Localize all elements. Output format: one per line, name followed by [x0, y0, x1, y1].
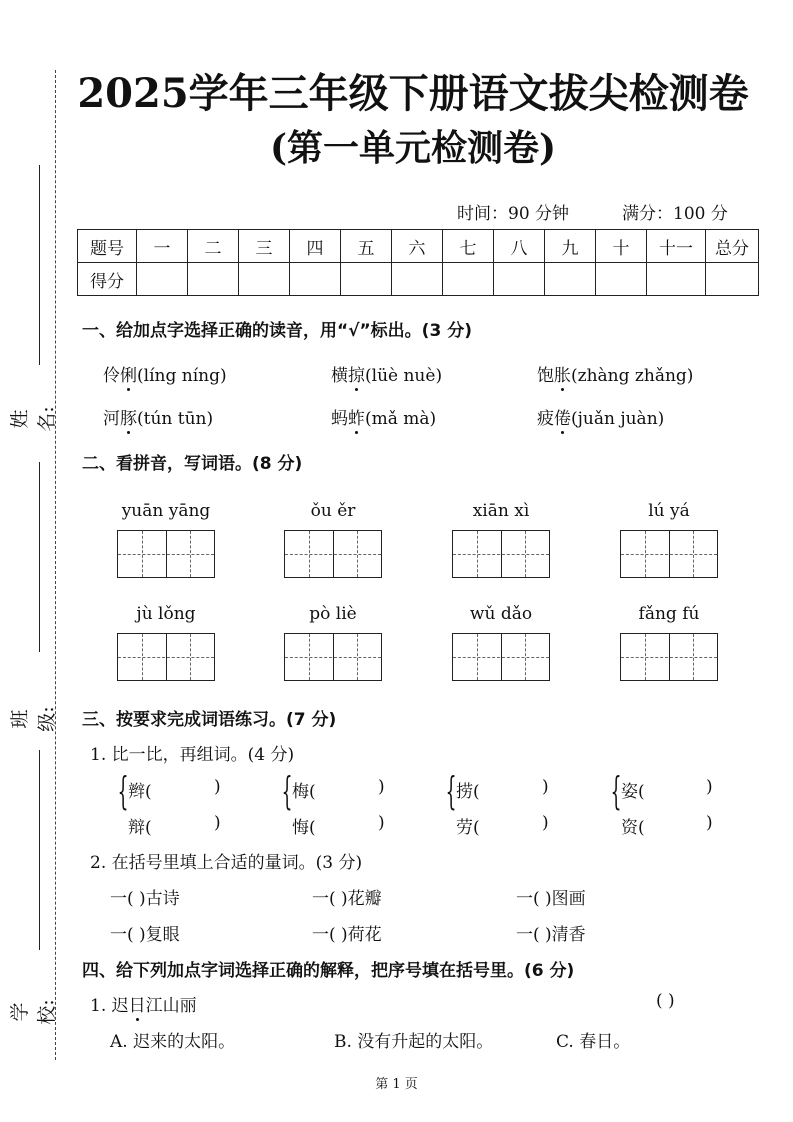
table-cell: 四 — [290, 230, 341, 263]
score-cell[interactable] — [647, 263, 706, 296]
table-cell: 七 — [443, 230, 494, 263]
binding-dashed-line — [55, 70, 56, 1060]
pinyin-label: xiān xì — [472, 501, 530, 521]
compare-word-bottom[interactable]: 辩( — [128, 818, 152, 838]
answer-blank[interactable]: ( ) — [656, 991, 675, 1011]
section-4-heading: 四、给下列加点字词选择正确的解释，把序号填在括号里。(6 分) — [82, 961, 575, 981]
compare-word-top[interactable]: 捞( — [456, 782, 480, 802]
pinyin-label: pò liè — [309, 604, 357, 624]
writing-grid[interactable] — [117, 530, 215, 578]
score-info: 满分：100 分 — [622, 204, 728, 224]
pinyin-label: fǎng fú — [638, 604, 700, 624]
score-cell[interactable] — [392, 263, 443, 296]
section-2-heading: 二、看拼音，写词语。(8 分) — [82, 454, 303, 474]
table-cell: 十 — [596, 230, 647, 263]
writing-grid[interactable] — [284, 633, 382, 681]
paren-close: ) — [214, 813, 221, 833]
brace-icon: { — [610, 769, 622, 813]
score-cell[interactable] — [443, 263, 494, 296]
compare-word-top[interactable]: 梅( — [292, 782, 316, 802]
page-title: 2025学年三年级下册语文拔尖检测卷 — [77, 70, 749, 117]
school-label: 学校: — [9, 999, 58, 1025]
score-cell[interactable] — [239, 263, 290, 296]
compare-word-bottom[interactable]: 资( — [621, 818, 645, 838]
option-c[interactable]: C. 春日。 — [556, 1032, 631, 1052]
pinyin-label: wǔ dǎo — [469, 604, 533, 624]
score-cell[interactable] — [290, 263, 341, 296]
score-table — [77, 229, 759, 296]
paren-close: ) — [378, 777, 385, 797]
brace-icon: { — [281, 769, 293, 813]
compare-word-bottom[interactable]: 劳( — [456, 818, 480, 838]
table-cell: 一 — [137, 230, 188, 263]
pinyin-label: lú yá — [648, 501, 690, 521]
score-cell[interactable] — [706, 263, 759, 296]
page-subtitle: (第一单元检测卷) — [269, 127, 557, 169]
writing-grid[interactable] — [620, 633, 718, 681]
dotted-char: 俐 — [120, 366, 137, 386]
writing-grid[interactable] — [452, 530, 550, 578]
brace-icon: { — [117, 769, 129, 813]
paren-close: ) — [706, 777, 713, 797]
dotted-char: 豚 — [120, 409, 137, 429]
section-3-q1-title: 1. 比一比，再组词。(4 分) — [90, 745, 295, 765]
score-cell[interactable] — [596, 263, 647, 296]
dotted-char: 胀 — [554, 366, 571, 386]
table-cell: 二 — [188, 230, 239, 263]
table-cell: 总分 — [706, 230, 759, 263]
page-number: 第 1 页 — [375, 1077, 418, 1092]
section-4-q1: 1. 迟日江山丽 — [90, 996, 197, 1016]
writing-grid[interactable] — [284, 530, 382, 578]
class-label: 班级: — [9, 706, 58, 732]
dotted-char: 倦 — [554, 409, 571, 429]
table-cell: 六 — [392, 230, 443, 263]
writing-grid[interactable] — [620, 530, 718, 578]
dotted-char: 日 — [128, 996, 146, 1016]
pinyin-label: ǒu ěr — [310, 501, 356, 521]
score-cell[interactable] — [188, 263, 239, 296]
table-cell: 题号 — [78, 230, 137, 263]
score-cell[interactable] — [137, 263, 188, 296]
paren-close: ) — [542, 777, 549, 797]
measure-word-item[interactable]: 一( )复眼 — [110, 925, 180, 945]
writing-grid[interactable] — [452, 633, 550, 681]
measure-word-item[interactable]: 一( )荷花 — [312, 925, 382, 945]
paren-close: ) — [706, 813, 713, 833]
compare-word-top[interactable]: 辫( — [128, 782, 152, 802]
paren-close: ) — [378, 813, 385, 833]
section-3-heading: 三、按要求完成词语练习。(7 分) — [82, 710, 337, 730]
pronunciation-item[interactable]: 饱胀(zhàng zhǎng) — [537, 366, 694, 386]
measure-word-item[interactable]: 一( )清香 — [516, 925, 586, 945]
section-3-q2-title: 2. 在括号里填上合适的量词。(3 分) — [90, 853, 363, 873]
pronunciation-item[interactable]: 疲倦(juǎn juàn) — [537, 409, 665, 429]
pronunciation-item[interactable]: 蚂蚱(mǎ mà) — [331, 409, 437, 429]
measure-word-item[interactable]: 一( )图画 — [516, 889, 586, 909]
brace-icon: { — [445, 769, 457, 813]
option-b[interactable]: B. 没有升起的太阳。 — [334, 1032, 494, 1052]
dotted-char: 蚱 — [348, 409, 365, 429]
compare-word-bottom[interactable]: 悔( — [292, 818, 316, 838]
measure-word-item[interactable]: 一( )古诗 — [110, 889, 180, 909]
pronunciation-item[interactable]: 伶俐(líng níng) — [103, 366, 227, 386]
time-info: 时间：90 分钟 — [457, 204, 570, 224]
score-table-score-row — [78, 263, 759, 296]
paren-close: ) — [214, 777, 221, 797]
pronunciation-item[interactable]: 横掠(lüè nuè) — [331, 366, 443, 386]
paren-close: ) — [542, 813, 549, 833]
score-cell[interactable] — [545, 263, 596, 296]
score-cell[interactable] — [494, 263, 545, 296]
score-table-header-row — [78, 230, 759, 263]
section-1-heading: 一、给加点字选择正确的读音，用“√”标出。(3 分) — [82, 321, 472, 341]
measure-word-item[interactable]: 一( )花瓣 — [312, 889, 382, 909]
dotted-char: 掠 — [348, 366, 365, 386]
name-label: 姓名: — [9, 406, 58, 432]
table-cell: 九 — [545, 230, 596, 263]
score-cell[interactable] — [341, 263, 392, 296]
table-cell: 得分 — [78, 263, 137, 296]
name-fill-line[interactable] — [39, 165, 40, 365]
class-fill-line[interactable] — [39, 462, 40, 652]
pinyin-label: yuān yāng — [121, 501, 211, 521]
table-cell: 三 — [239, 230, 290, 263]
table-cell: 八 — [494, 230, 545, 263]
school-fill-line[interactable] — [39, 750, 40, 950]
writing-grid[interactable] — [117, 633, 215, 681]
compare-word-top[interactable]: 姿( — [621, 782, 645, 802]
pinyin-label: jù lǒng — [136, 604, 196, 624]
table-cell: 十一 — [647, 230, 706, 263]
option-a[interactable]: A. 迟来的太阳。 — [110, 1032, 236, 1052]
pronunciation-item[interactable]: 河豚(tún tūn) — [103, 409, 214, 429]
table-cell: 五 — [341, 230, 392, 263]
